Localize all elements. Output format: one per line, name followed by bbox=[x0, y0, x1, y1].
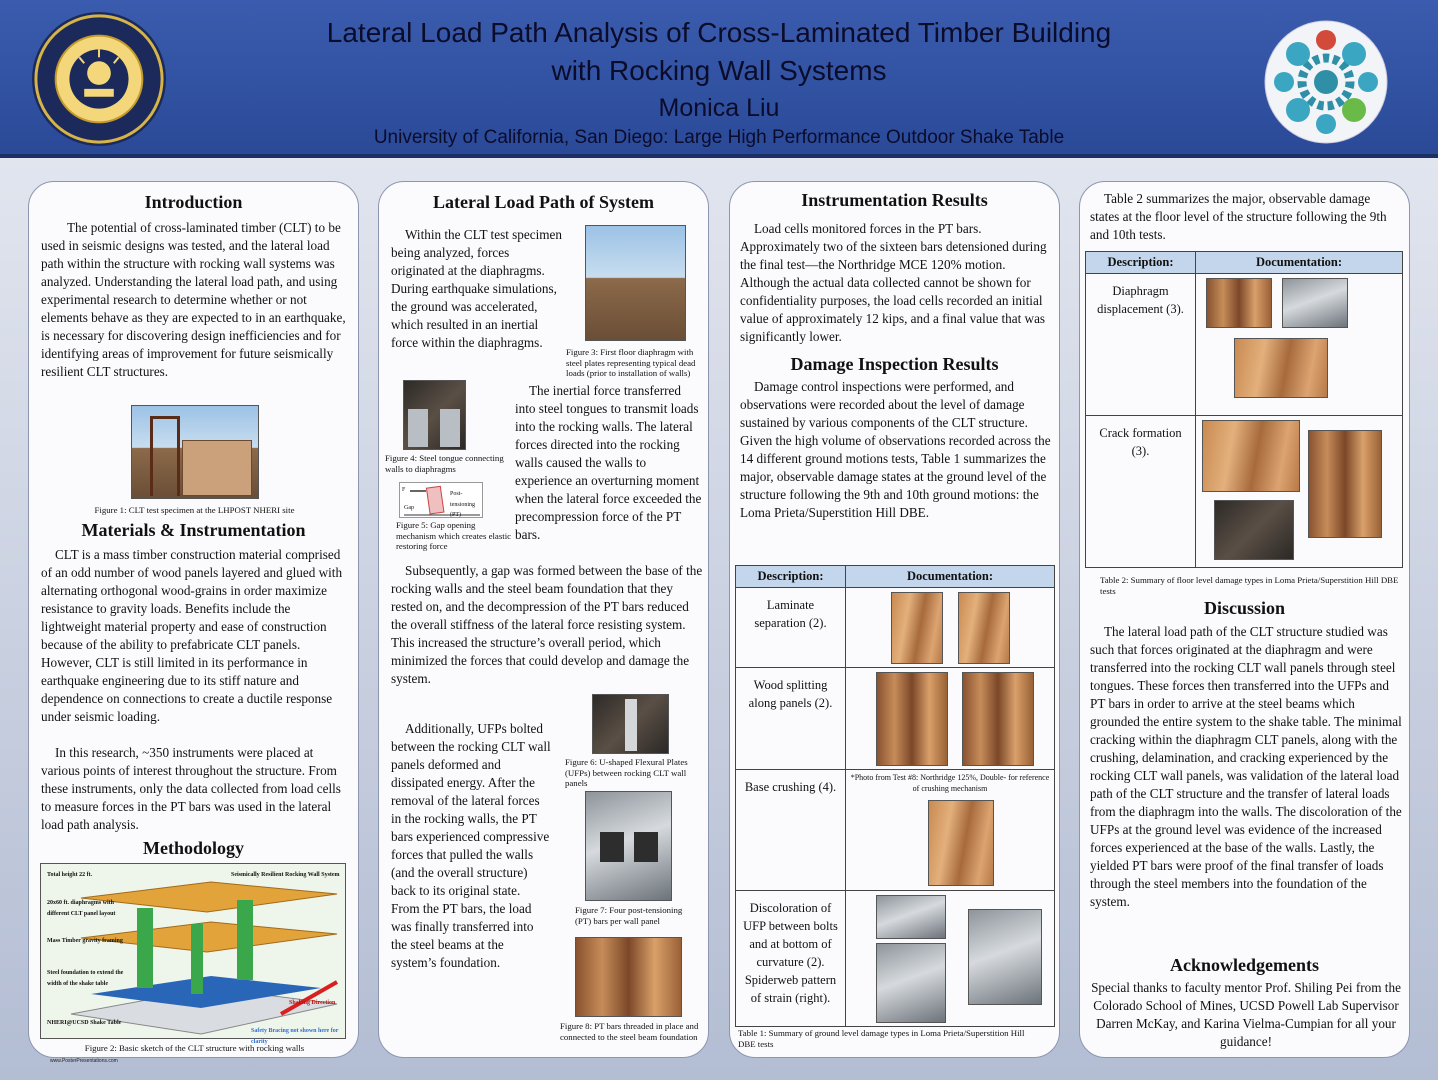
table-2-caption: Table 2: Summary of floor level damage types in Loma Prieta/Superstition Hill DBE tests bbox=[1100, 575, 1399, 596]
lateral-paragraph-1: Within the CLT test specimen being analyzed, forces originated at the diaphragms. During earthquake simulations, the ground was accelerated, which resulted in an inertial force within the diaphragms. bbox=[391, 227, 562, 350]
figure-5-caption: Figure 5: Gap opening mechanism which creates elastic restoring force bbox=[396, 520, 512, 551]
figure-2-caption: Figure 2: Basic sketch of the CLT structure with rocking walls bbox=[84, 1043, 305, 1053]
crushing-photo bbox=[928, 800, 994, 886]
laminate-photo-1 bbox=[891, 592, 943, 664]
figure-8-image bbox=[575, 937, 682, 1017]
footer-credit: www.PosterPresentations.com bbox=[50, 1058, 118, 1064]
crack-photo-2 bbox=[1308, 430, 1382, 538]
title-line-1: Lateral Load Path Analysis of Cross-Laminated Timber Building bbox=[326, 17, 1112, 48]
table1-row-3-cell bbox=[846, 770, 1055, 891]
fig5-label-f: F bbox=[402, 487, 406, 493]
table1-row-1-label: Laminate separation (2). bbox=[736, 588, 846, 668]
figure-3-caption: Figure 3: First floor diaphragm with steel plates representing typical dead loads (prior to installation of walls) bbox=[566, 347, 696, 378]
uc-san-diego-seal-icon bbox=[30, 10, 168, 148]
table1-col-documentation: Documentation: bbox=[846, 566, 1055, 588]
diaphragm-photo-1 bbox=[1206, 278, 1272, 328]
column-1-panel bbox=[28, 181, 359, 1058]
table1-row-4-photos bbox=[846, 891, 1055, 1027]
diaphragm-photo-3 bbox=[1234, 338, 1328, 398]
diaphragm-photo-2 bbox=[1282, 278, 1348, 328]
table2-row-2-photos bbox=[1196, 416, 1403, 568]
table2-row-2-label: Crack formation (3). bbox=[1086, 416, 1196, 568]
label-foundation: Steel foundation to extend the width of the shake table bbox=[47, 970, 124, 987]
table1-col-description: Description: bbox=[736, 566, 846, 588]
instrumentation-heading: Instrumentation Results bbox=[801, 190, 988, 210]
gears-logo-icon bbox=[1264, 20, 1388, 144]
splitting-photo-2 bbox=[962, 672, 1034, 766]
figure-7-image bbox=[585, 791, 672, 901]
intro-body: The potential of cross-laminated timber (CLT) to be used in seismic designs was tested, and the lateral load path within the structure with rocking wall systems was analyzed. Understanding the lateral load path, and using experimental research to determine whether or not elements behave as they are expected to in an earthquake, is necessary for discovering design inefficiencies and for identifying areas of improvement for future seismically resilient CLT structures. bbox=[41, 220, 346, 379]
label-diaphragms: 20x60 ft. diaphragms with different CLT panel layout bbox=[47, 900, 116, 917]
table2-row-1-photos bbox=[1196, 274, 1403, 416]
figure-5-diagram bbox=[399, 482, 483, 518]
table1-row-4-label: Discoloration of UFP between bolts and at bottom of curvature (2). Spiderweb pattern of strain (right). bbox=[736, 891, 846, 1027]
lateral-paragraph-4: Additionally, UFPs bolted between the rocking CLT wall panels deformed and dissipated energy. After the removal of the lateral forces in the rocking walls, the PT bars experienced compressive forces that pulled the walls (and the overall structure) back to its original state. From the PT bars, the load was finally transferred into the steel beams at the system’s foundation. bbox=[391, 721, 551, 970]
label-gravity: Mass Timber gravity framing bbox=[47, 938, 123, 944]
poster-header bbox=[0, 0, 1438, 158]
figure-8-caption: Figure 8: PT bars threaded in place and connected to the steel beam foundation bbox=[560, 1021, 699, 1042]
acknowledgements-body: Special thanks to faculty mentor Prof. Shiling Pei from the Colorado School of Mines, UCSD Powell Lab Supervisor Darren McKay, and Karina Vielma-Cumpian for all your guidance! bbox=[1091, 980, 1401, 1049]
splitting-photo-1 bbox=[876, 672, 948, 766]
instrumentation-body: Load cells monitored forces in the PT bars. Approximately two of the sixteen bars detensioned during the final test—the Northridge MCE 120% motion. Although the actual data collected cannot be shown for confidentiality purposes, the load cells recorded an initial value of approximately 12 kips, and a final value that was significantly lower. bbox=[740, 221, 1047, 344]
laminate-photo-2 bbox=[958, 592, 1010, 664]
figure-1-image bbox=[131, 405, 259, 499]
materials-paragraph-2: In this research, ~350 instruments were placed at various points of interest throughout the structure. From these instruments, only the data collected from load cells to measure forces in the PT bars was used in the lateral load path analysis. bbox=[41, 745, 341, 832]
label-shaking-direction: Shaking Direction bbox=[289, 1000, 336, 1006]
column-3-panel bbox=[729, 181, 1060, 1058]
label-bracing: Safety Bracing not shown here for clarity bbox=[251, 1028, 339, 1045]
table2-col-description: Description: bbox=[1086, 252, 1196, 274]
table1-row-2-photos bbox=[846, 668, 1055, 770]
figure-4-image bbox=[403, 380, 466, 450]
discussion-heading: Discussion bbox=[1203, 598, 1286, 618]
lateral-paragraph-2: The inertial force transferred into steel tongues to transmit loads into the rocking walls. The lateral forces directed into the rocking walls caused the walls to experience an overturning moment when the lateral force exceeded the precompression force of the PT bars. bbox=[515, 383, 702, 542]
ufp-bolts-photo bbox=[876, 895, 946, 939]
figure-6-caption: Figure 6: U-shaped Flexural Plates (UFPs) between rocking CLT wall panels bbox=[565, 757, 688, 788]
materials-paragraph-1: CLT is a mass timber construction material comprised of an odd number of wood panels layered and glued with alternating orthogonal wood-grains in order maximize resistance to gravity loads. Benefits include the lightweight material property and ease of construction because of the ability to prefabricate CLT panels. However, CLT is still limited in its performance in earthquake engineering due to its stiff nature and dependence on connections to create a ductile response under seismic loading. bbox=[41, 547, 343, 724]
table-2 bbox=[1085, 251, 1403, 568]
label-shake-table: NHERI@UCSD Shake Table bbox=[47, 1020, 122, 1026]
table2-row-1-label: Diaphragm displacement (3). bbox=[1086, 274, 1196, 416]
table1-row-3-label: Base crushing (4). bbox=[736, 770, 846, 891]
fig5-label-gap: Gap bbox=[404, 505, 414, 511]
column-4-panel bbox=[1079, 181, 1410, 1058]
discussion-body: The lateral load path of the CLT structure studied was such that forces originated at the diaphragm and were transferred into the rocking CLT wall panels through steel tongues. These forces then transferred into the UFPs and PT bars in order to arrive at the steel beams which grounded the entire system to the shake table. The minimal cracking within the diaphragm CLT panels, along with the crushing, delamination, and cracking experienced by the rocking CLT wall panels, was validation of the lateral load path of the CLT structure and the transfer of lateral loads from the diaphragm into the walls. The discoloration of the UFPs at the ground level was evidence of the increased forces experienced at the base of the walls. Lastly, the yielded PT bars were proof of the final transfer of loads through the steel members into the foundation of the system. bbox=[1090, 624, 1402, 909]
lateral-paragraph-3: Subsequently, a gap was formed between the base of the rocking walls and the steel beam foundation that they rested on, and the decompression of the PT bars reduced the overall stiffness of the lateral force resisting system. This increased the structure’s overall period, which minimized the forces that could develop and damage the system. bbox=[391, 563, 703, 686]
table1-note: *Photo from Test #8: Northridge 125%, Double- for reference of crushing mechanism bbox=[850, 773, 1050, 793]
title-line-2: with Rocking Wall Systems bbox=[551, 55, 887, 86]
acknowledgements-heading: Acknowledgements bbox=[1170, 955, 1319, 975]
column-2-panel bbox=[378, 181, 709, 1058]
author-name: Monica Liu bbox=[658, 94, 780, 122]
intro-heading: Introduction bbox=[144, 192, 243, 212]
damage-heading: Damage Inspection Results bbox=[790, 354, 999, 374]
table-1-caption: Table 1: Summary of ground level damage types in Loma Prieta/Superstition Hill DBE tests bbox=[738, 1028, 1025, 1049]
building-sketch-icon bbox=[41, 864, 347, 1040]
lateral-heading: Lateral Load Path of System bbox=[433, 192, 654, 212]
label-total-height: Total height 22 ft. bbox=[47, 872, 93, 878]
ufp-spiderweb-photo bbox=[968, 909, 1042, 1005]
crack-photo-1 bbox=[1202, 420, 1300, 492]
figure-1-caption: Figure 1: CLT test specimen at the LHPOST NHERI site bbox=[94, 505, 295, 515]
figure-4-caption: Figure 4: Steel tongue connecting walls to diaphragms bbox=[385, 453, 504, 474]
materials-heading: Materials & Instrumentation bbox=[81, 520, 306, 540]
crack-photo-3 bbox=[1214, 500, 1294, 560]
fig5-label-pt: Post-tensioning (PT) bbox=[450, 491, 475, 518]
damage-body: Damage control inspections were performed, and observations were recorded about the level of damage sustained by various components of the CLT structure. Given the high volume of observations recorded across the 14 different ground motions tests, Table 1 summarizes the major, observable damage states at the ground level of the structure following the 9th and 10th ground motions: the Loma Prieta/Superstition Hill DBE. bbox=[740, 379, 1051, 520]
figure-2-sketch bbox=[40, 863, 346, 1045]
label-system: Seismically Resilient Rocking Wall System bbox=[231, 872, 340, 878]
affiliation: University of California, San Diego: Large High Performance Outdoor Shake Table bbox=[373, 127, 1065, 148]
table1-row-1-photos bbox=[846, 588, 1055, 668]
figure-7-caption: Figure 7: Four post-tensioning (PT) bars per wall panel bbox=[575, 905, 683, 926]
poster-title bbox=[210, 14, 1228, 90]
table1-row-2-label: Wood splitting along panels (2). bbox=[736, 668, 846, 770]
table2-intro: Table 2 summarizes the major, observable damage states at the floor level of the structure following the 9th and 10th tests. bbox=[1090, 191, 1387, 242]
ufp-curvature-photo bbox=[876, 943, 946, 1023]
methodology-heading: Methodology bbox=[143, 838, 244, 858]
figure-6-image bbox=[592, 694, 669, 754]
table-1 bbox=[735, 565, 1055, 1027]
figure-3-image bbox=[585, 225, 686, 341]
table2-col-documentation: Documentation: bbox=[1196, 252, 1403, 274]
